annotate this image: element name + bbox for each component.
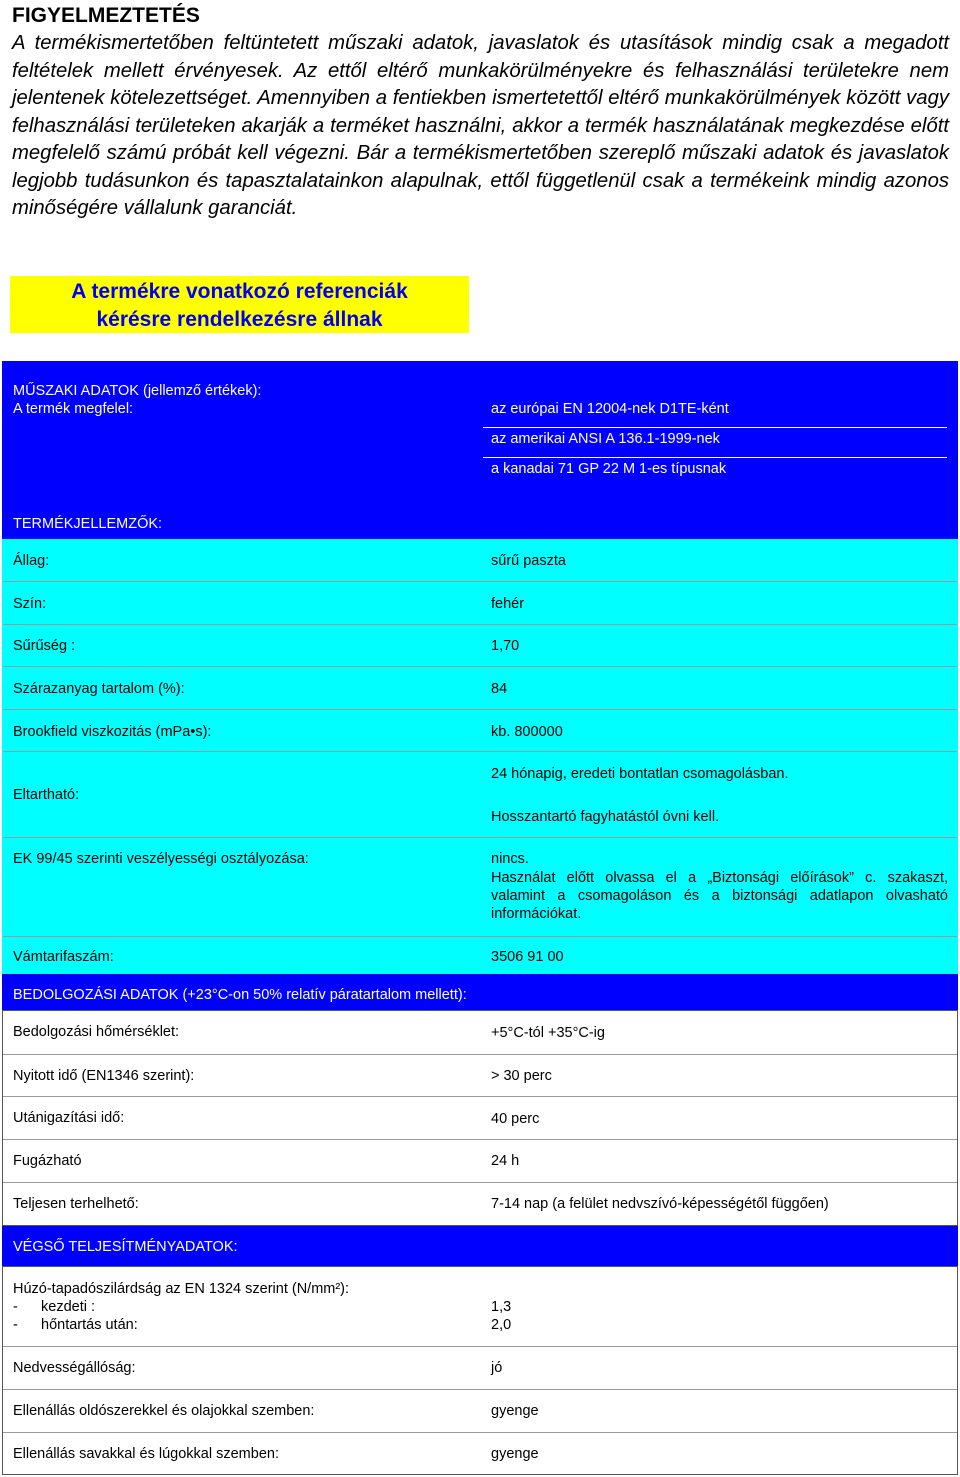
processing-value: 24 h — [491, 1153, 520, 1169]
customs-value: 3506 91 00 — [491, 949, 564, 965]
property-label: Szín: — [13, 596, 47, 612]
performance-table — [2, 1266, 958, 1475]
divider — [3, 936, 957, 937]
customs-label: Vámtarifaszám: — [13, 949, 114, 965]
references-banner — [10, 276, 469, 333]
warning-title: FIGYELMEZTETÉS — [12, 4, 200, 27]
processing-value: 7-14 nap (a felület nedvszívó-képességétől függően) — [491, 1196, 829, 1212]
tensile-sub-dash: - — [13, 1317, 18, 1333]
technical-data-section — [2, 361, 958, 491]
divider — [483, 457, 947, 458]
divider — [3, 1389, 957, 1390]
hazard-label: EK 99/45 szerinti veszélyességi osztályozása: — [13, 851, 309, 867]
divider — [3, 751, 957, 752]
performance-label: Ellenállás savakkal és lúgokkal szemben: — [13, 1446, 279, 1462]
property-label: Sűrűség : — [13, 638, 76, 654]
processing-label: Utánigazítási idő: — [13, 1110, 125, 1126]
property-value: sűrű paszta — [491, 553, 566, 569]
divider — [3, 1054, 957, 1055]
divider — [3, 1096, 957, 1097]
processing-label: Fugázható — [13, 1153, 82, 1169]
divider — [3, 837, 957, 838]
performance-label: Ellenállás oldószerekkel és olajokkal szemben: — [13, 1403, 315, 1419]
processing-header: BEDOLGOZÁSI ADATOK (+23°C-on 50% relatív páratartalom mellett): — [13, 987, 467, 1003]
storage-value-line-2: Hosszantartó fagyhatástól óvni kell. — [491, 809, 720, 825]
processing-table — [2, 1010, 958, 1226]
performance-label: Nedvességállóság: — [13, 1360, 136, 1376]
tensile-initial-value: 1,3 — [491, 1299, 512, 1315]
warning-text: A termékismertetőben feltüntetett műszaki adatok, javaslatok és utasítások mindig csak a megadott feltételek mellett érvényesek. Az ettől eltérő munkakörülményekre és felhasználási területekre nem jelentenek kötelezettséget. Amennyiben a fentiekben ismertetettől eltérő munkakörülmények között vagy felhasználási területeken akarják a terméket használni, akkor a termék használatának megkezdése előtt megfelelő számú próbát kell végezni. Bár a termékismertetőben szereplő műszaki adatok és javaslatok legjobb tudásunkon és tapasztalatainkon alapulnak, ettől függetlenül csak a termékeink mindig azonos minőségére vállalunk garanciát. — [12, 32, 949, 219]
divider — [3, 1139, 957, 1140]
references-line-1: A termékre vonatkozó referenciák — [71, 280, 408, 303]
property-value: 84 — [491, 681, 508, 697]
processing-label: Nyitott idő (EN1346 szerint): — [13, 1068, 195, 1084]
storage-label: Eltartható: — [13, 787, 80, 803]
property-label: Brookfield viszkozitás (mPa•s): — [13, 724, 212, 740]
performance-value: gyenge — [491, 1403, 539, 1419]
properties-header: TERMÉKJELLEMZŐK: — [13, 516, 163, 532]
performance-value: gyenge — [491, 1446, 539, 1462]
standard-eu: az európai EN 12004-nek D1TE-ként — [491, 401, 729, 417]
references-line-2: kérésre rendelkezésre állnak — [96, 308, 383, 331]
divider — [3, 624, 957, 625]
property-value: 1,70 — [491, 638, 520, 654]
standard-ca: a kanadai 71 GP 22 M 1-es típusnak — [491, 461, 727, 477]
performance-header: VÉGSŐ TELJESÍTMÉNYADATOK: — [13, 1239, 238, 1255]
processing-label: Teljesen terhelhető: — [13, 1196, 139, 1212]
tensile-initial-label: kezdeti : — [41, 1299, 95, 1315]
standard-us: az amerikai ANSI A 136.1-1999-nek — [491, 431, 720, 447]
divider — [483, 427, 947, 428]
tensile-label: Húzó-tapadószilárdság az EN 1324 szerint (N/mm²): — [13, 1281, 350, 1297]
divider — [3, 581, 957, 582]
divider — [3, 1432, 957, 1433]
hazard-value-note: Használat előtt olvassa el a „Biztonsági előírások” c. szakaszt, valamint a csomagoláson és a biztonsági adatlapon olvasható információkat. — [491, 870, 948, 922]
divider — [3, 1346, 957, 1347]
storage-value-line-1: 24 hónapig, eredeti bontatlan csomagolásban. — [491, 766, 789, 782]
property-label: Szárazanyag tartalom (%): — [13, 681, 185, 697]
tensile-heat-label: hőntartás után: — [41, 1317, 138, 1333]
tensile-heat-value: 2,0 — [491, 1317, 512, 1333]
hazard-value-line-1: nincs. — [491, 851, 529, 867]
processing-value: 40 perc — [491, 1111, 540, 1127]
divider — [3, 1182, 957, 1183]
tensile-sub-dash: - — [13, 1299, 18, 1315]
divider — [3, 709, 957, 710]
divider — [3, 666, 957, 667]
processing-label: Bedolgozási hőmérséklet: — [13, 1024, 180, 1040]
processing-value: > 30 perc — [491, 1068, 552, 1084]
performance-value: jó — [491, 1360, 503, 1376]
technical-data-label: A termék megfelel: — [13, 401, 134, 417]
property-value: fehér — [491, 596, 525, 612]
processing-value: +5°C-tól +35°C-ig — [491, 1025, 605, 1041]
technical-data-header: MŰSZAKI ADATOK (jellemző értékek): — [13, 383, 262, 399]
property-value: kb. 800000 — [491, 724, 563, 740]
property-label: Állag: — [13, 553, 50, 569]
